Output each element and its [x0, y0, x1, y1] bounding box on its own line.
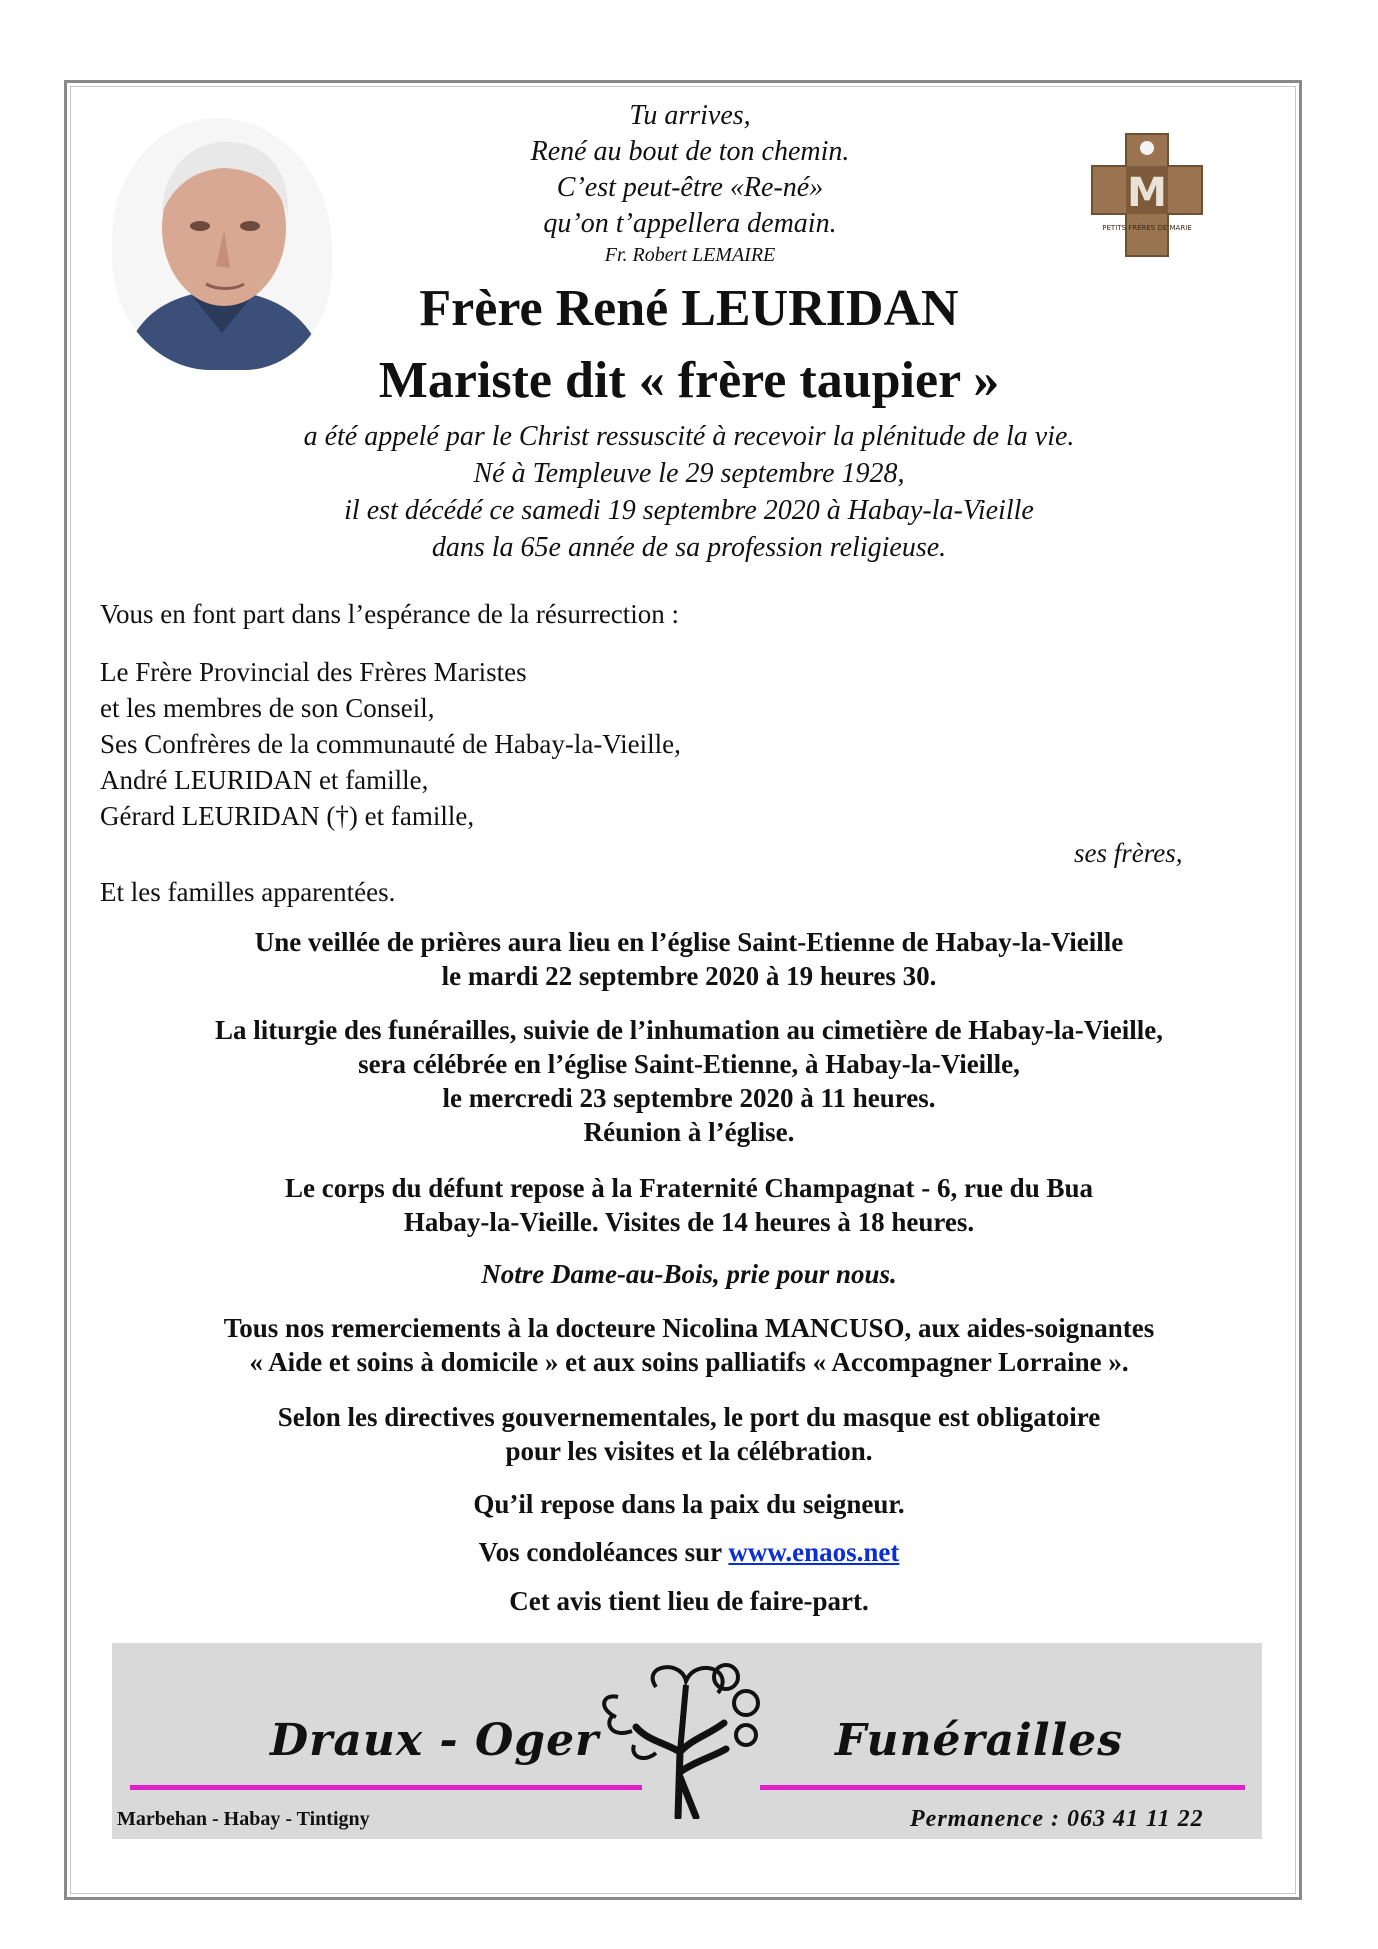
- family-line: Le Frère Provincial des Frères Maristes: [100, 657, 527, 687]
- funeral-info: [0, 1013, 1378, 1149]
- poem-author: Fr. Robert LEMAIRE: [604, 244, 776, 266]
- intro-paragraph: [0, 418, 1378, 566]
- prayer-line: Notre Dame-au-Bois, prie pour nous.: [481, 1259, 897, 1289]
- funeral-line: sera célébrée en l’église Saint-Etienne, à Habay-la-Vieille,: [358, 1049, 1020, 1079]
- cross-inscription: PETITS FRÈRES DE MARIE: [1102, 224, 1192, 232]
- marist-cross-emblem: [1086, 130, 1206, 260]
- footer-permanence: Permanence : 063 41 11 22: [910, 1806, 1204, 1832]
- intro-line: dans la 65e année de sa profession religieuse.: [431, 532, 947, 563]
- intro-line: il est décédé ce samedi 19 septembre 2020 à Habay-la-Vieille: [344, 495, 1034, 526]
- deceased-subtitle: Mariste dit « frère taupier »: [378, 352, 1000, 409]
- related-families: Et les familles apparentées.: [100, 877, 396, 907]
- funeral-line: Réunion à l’église.: [583, 1117, 795, 1147]
- poem-line: René au bout de ton chemin.: [530, 136, 850, 167]
- vigil-line: Une veillée de prières aura lieu en l’église Saint-Etienne de Habay-la-Vieille: [254, 927, 1124, 957]
- thanks-line: « Aide et soins à domicile » et aux soins palliatifs « Accompagner Lorraine ».: [249, 1347, 1129, 1377]
- intro-line: a été appelé par le Christ ressuscité à recevoir la plénitude de la vie.: [303, 421, 1075, 452]
- accent-line-right: [760, 1785, 1245, 1790]
- mask-line: pour les visites et la célébration.: [505, 1436, 873, 1466]
- mask-info: [0, 1400, 1378, 1468]
- visit-line: Le corps du défunt repose à la Fraternité Champagnat - 6, rue du Bua: [284, 1173, 1093, 1203]
- announcement: Vous en font part dans l’espérance de la résurrection :: [100, 599, 680, 629]
- visit-line: Habay-la-Vieille. Visites de 14 heures à 18 heures.: [403, 1207, 975, 1237]
- thanks-info: [0, 1311, 1378, 1379]
- thanks-line: Tous nos remerciements à la docteure Nicolina MANCUSO, aux aides-soignantes: [223, 1313, 1155, 1343]
- condolences-prefix: Vos condoléances sur: [478, 1537, 729, 1567]
- notice-line: Cet avis tient lieu de faire-part.: [509, 1586, 869, 1616]
- tree-logo-icon: [596, 1657, 778, 1819]
- poem-line: C’est peut-être «Re-né»: [556, 172, 824, 203]
- funeral-line: La liturgie des funérailles, suivie de l’inhumation au cimetière de Habay-la-Vieille,: [215, 1015, 1163, 1045]
- brand-name: Draux - Oger: [270, 1715, 600, 1766]
- cross-letter: M: [1127, 170, 1167, 216]
- poem-line: Tu arrives,: [629, 100, 751, 131]
- footer-locations: Marbehan - Habay - Tintigny: [117, 1808, 370, 1830]
- visit-info: [0, 1171, 1378, 1239]
- family-line: André LEURIDAN et famille,: [100, 765, 429, 795]
- poem-line: qu’on t’appellera demain.: [543, 208, 837, 239]
- ses-freres-note: ses frères,: [1074, 838, 1183, 868]
- rest-line: Qu’il repose dans la paix du seigneur.: [473, 1489, 905, 1519]
- mask-line: Selon les directives gouvernementales, le port du masque est obligatoire: [277, 1402, 1101, 1432]
- family-list: [100, 654, 681, 834]
- deceased-name: Frère René LEURIDAN: [419, 280, 959, 337]
- vigil-info: [0, 925, 1378, 993]
- condolences-line: [0, 1535, 1378, 1569]
- intro-line: Né à Templeuve le 29 septembre 1928,: [473, 458, 905, 489]
- family-line: Gérard LEURIDAN (†) et famille,: [100, 801, 475, 831]
- brand-service: Funérailles: [835, 1715, 1124, 1766]
- funeral-line: le mercredi 23 septembre 2020 à 11 heures.: [442, 1083, 936, 1113]
- condolences-link[interactable]: www.enaos.net: [728, 1537, 900, 1567]
- vigil-line: le mardi 22 septembre 2020 à 19 heures 30.: [441, 961, 937, 991]
- accent-line-left: [130, 1785, 642, 1790]
- family-line: Ses Confrères de la communauté de Habay-la-Vieille,: [100, 729, 681, 759]
- family-line: et les membres de son Conseil,: [100, 693, 435, 723]
- poem: [380, 98, 1000, 268]
